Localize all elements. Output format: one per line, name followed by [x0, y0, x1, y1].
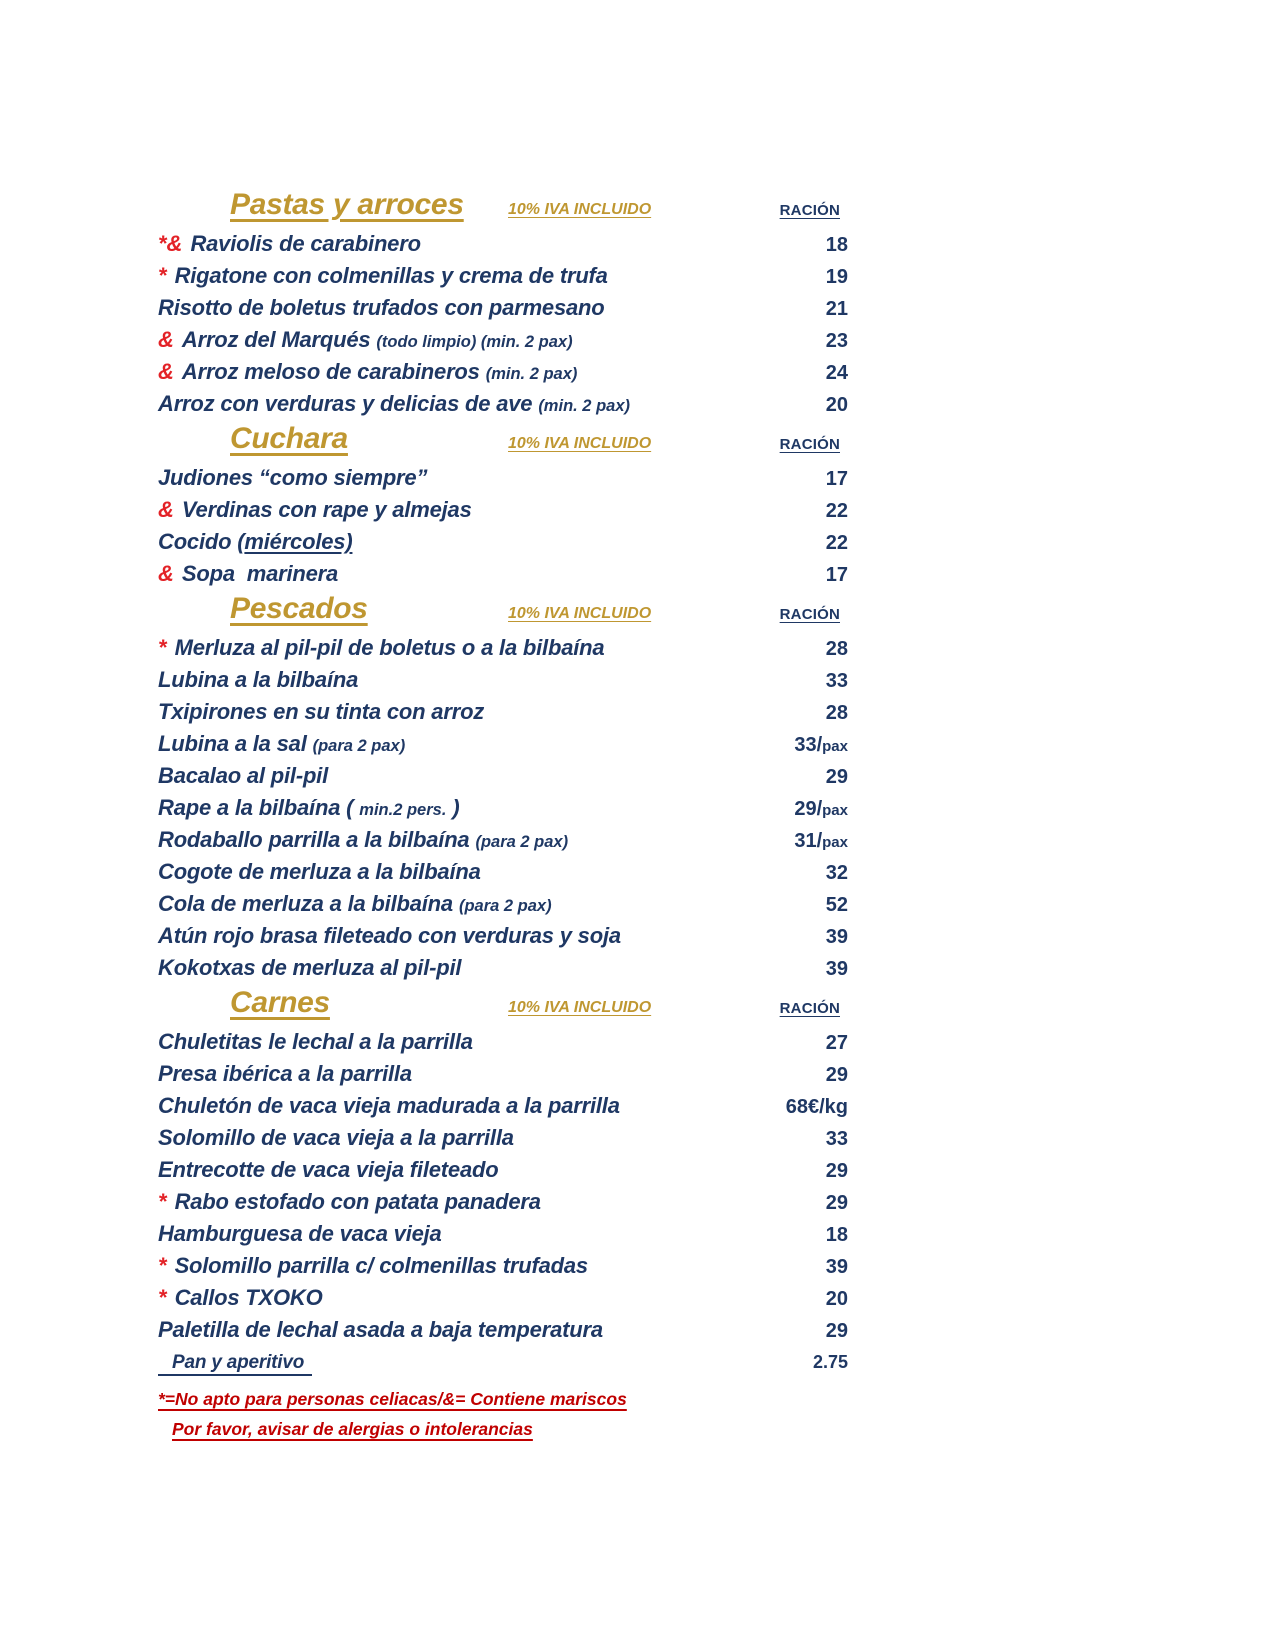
menu-item-row [158, 1282, 848, 1314]
menu-item-row [158, 324, 848, 356]
item-label-group [158, 1218, 442, 1250]
item-price: 39 [825, 926, 848, 948]
item-label-group [158, 664, 358, 696]
menu-section [158, 188, 848, 420]
item-price-unit: pax [822, 738, 848, 755]
item-price: 29 [825, 766, 848, 788]
menu-item-row [158, 664, 848, 696]
item-price-unit: pax [822, 802, 848, 819]
item-name: Lubina a la bilbaína [158, 667, 359, 692]
item-note: (min. 2 pax) [485, 365, 578, 383]
menu-item-row [158, 760, 848, 792]
item-name: Rigatone con colmenillas y crema de trufa [174, 263, 608, 288]
item-price: 17 [825, 564, 848, 586]
menu-item-row [158, 792, 848, 824]
menu-item-row [158, 1058, 848, 1090]
item-name: Callos TXOKO [174, 1285, 323, 1310]
section-title: Pescados [230, 592, 368, 625]
menu-section [158, 592, 848, 984]
item-name: Cogote de merluza a la bilbaína [158, 859, 481, 884]
item-label-group [158, 462, 427, 494]
item-label-group [158, 952, 461, 984]
menu-section [158, 422, 848, 590]
menu-item-row [158, 1314, 848, 1346]
item-price: 17 [825, 468, 848, 490]
menu-item-row [158, 1122, 848, 1154]
allergen-marker: * [158, 1253, 167, 1278]
item-price: 2.75 [812, 1352, 848, 1372]
item-name: Bacalao al pil-pil [158, 763, 329, 788]
item-name: Merluza al pil-pil de boletus o a la bilbaína [174, 635, 605, 660]
item-price: 32 [825, 862, 848, 884]
menu-item-row [158, 388, 848, 420]
menu-item-row [158, 1218, 848, 1250]
menu-item-row [158, 1090, 848, 1122]
item-name: Rabo estofado con patata panadera [174, 1189, 541, 1214]
item-name: Judiones “como siempre” [158, 465, 428, 490]
item-note: (para 2 pax) [458, 897, 552, 915]
allergy-warning-footnote: Por favor, avisar de alergias o intolerancias [172, 1419, 533, 1439]
menu-item-row [158, 1186, 848, 1218]
allergen-marker: * [158, 635, 167, 660]
allergen-marker: *& [158, 231, 183, 256]
item-note: (todo limpio) (min. 2 pax) [376, 333, 573, 351]
item-price: 24 [825, 362, 848, 384]
item-name-underlined: miércoles) [244, 529, 353, 554]
menu-item-row [158, 558, 848, 590]
item-price: 33 [825, 670, 848, 692]
item-name: Atún rojo brasa fileteado con verduras y soja [158, 923, 621, 948]
item-note: (min. 2 pax) [538, 397, 630, 415]
menu-item-row [158, 260, 848, 292]
menu-section [158, 986, 848, 1378]
item-price: 20 [825, 1288, 848, 1310]
racion-column-header: RACIÓN [779, 436, 840, 453]
item-label-group [158, 856, 481, 888]
menu-item-row [158, 952, 848, 984]
item-label-group [158, 324, 579, 356]
item-price: 29 [825, 1320, 848, 1342]
item-label-group [158, 1314, 603, 1346]
allergen-marker: & [158, 359, 174, 384]
section-title: Cuchara [230, 422, 348, 455]
item-price: 18 [825, 234, 848, 256]
allergen-marker: * [158, 263, 167, 288]
item-label-group [158, 1347, 312, 1379]
menu-item-row [158, 728, 848, 760]
item-name: Paletilla de lechal asada a baja temperatura [158, 1317, 603, 1342]
item-name: Presa ibérica a la parrilla [158, 1061, 412, 1086]
menu-item-row [158, 494, 848, 526]
item-label-group [158, 260, 608, 292]
item-price: 21 [825, 298, 848, 320]
item-label-group [158, 824, 574, 856]
item-price: 33 [825, 1128, 848, 1150]
item-label-group [158, 1250, 588, 1282]
item-label-group [158, 728, 411, 760]
item-name: Sopa marinera [181, 561, 339, 586]
allergen-marker: & [158, 327, 174, 352]
allergen-marker: & [158, 561, 174, 586]
item-price: 28 [825, 702, 848, 724]
menu-item-row [158, 920, 848, 952]
menu-item-row [158, 526, 848, 558]
item-label-group [158, 558, 338, 590]
item-price: 22 [825, 500, 848, 522]
item-price: 29 [825, 1064, 848, 1086]
allergen-marker: * [158, 1189, 167, 1214]
item-label-group [158, 696, 484, 728]
iva-note: 10% IVA INCLUIDO [508, 201, 652, 218]
menu-item-row [158, 696, 848, 728]
item-price: 27 [825, 1032, 848, 1054]
menu-item-row [158, 856, 848, 888]
menu-item-row [158, 356, 848, 388]
item-name-end: ) [452, 795, 460, 820]
item-price: 20 [825, 394, 848, 416]
item-price: 18 [825, 1224, 848, 1246]
item-price-unit: pax [822, 834, 848, 851]
menu-item-row [158, 1346, 848, 1378]
item-price: 22 [825, 532, 848, 554]
item-label-group [158, 1154, 498, 1186]
item-label-group [158, 760, 328, 792]
item-name: Chuletón de vaca vieja madurada a la parrilla [158, 1093, 620, 1118]
item-label-group [158, 1026, 473, 1058]
iva-note: 10% IVA INCLUIDO [508, 999, 652, 1016]
allergen-marker: & [158, 497, 174, 522]
menu-item-row [158, 888, 848, 920]
item-label-group [158, 494, 472, 526]
item-label-group [158, 228, 421, 260]
item-name: Lubina a la sal [158, 731, 307, 756]
menu-item-row [158, 462, 848, 494]
item-name: Risotto de boletus trufados con parmesano [158, 295, 605, 320]
racion-column-header: RACIÓN [779, 606, 840, 623]
item-label-group [158, 632, 604, 664]
item-price: 39 [825, 1256, 848, 1278]
menu-item-row [158, 228, 848, 260]
item-name: Rape a la bilbaína ( [158, 795, 354, 820]
item-name: Solomillo parrilla c/ colmenillas trufadas [174, 1253, 588, 1278]
racion-column-header: RACIÓN [779, 1000, 840, 1017]
item-label-group [158, 888, 558, 920]
item-label-group [158, 1282, 323, 1314]
item-price: 29/pax [794, 798, 848, 820]
section-header [158, 188, 848, 222]
item-name: Arroz con verduras y delicias de ave [158, 391, 533, 416]
item-label-group [158, 1058, 412, 1090]
item-price: 31/pax [794, 830, 848, 852]
allergen-legend-footnote: *=No apto para personas celiacas/&= Contiene mariscos [158, 1389, 627, 1409]
item-price: 29 [825, 1160, 848, 1182]
menu-item-row [158, 1026, 848, 1058]
item-price: 39 [825, 958, 848, 980]
section-title: Carnes [230, 986, 330, 1019]
item-name: Verdinas con rape y almejas [181, 497, 472, 522]
item-note: min.2 pers. [359, 801, 447, 819]
item-name: Chuletitas le lechal a la parrilla [158, 1029, 473, 1054]
item-name: Pan y aperitivo [158, 1352, 312, 1376]
menu-item-row [158, 1250, 848, 1282]
section-title: Pastas y arroces [230, 188, 464, 221]
section-header [158, 592, 848, 626]
section-header [158, 986, 848, 1020]
item-name: Hamburguesa de vaca vieja [158, 1221, 442, 1246]
item-label-group [158, 1186, 541, 1218]
item-label-group [158, 388, 636, 420]
item-price: 28 [825, 638, 848, 660]
item-price: 23 [825, 330, 848, 352]
item-note: (para 2 pax) [312, 737, 406, 755]
item-name: Txipirones en su tinta con arroz [158, 699, 485, 724]
item-price: 68€/kg [785, 1096, 848, 1118]
item-label-group [158, 356, 583, 388]
item-name: Cola de merluza a la bilbaína [158, 891, 453, 916]
menu-item-row [158, 292, 848, 324]
item-name: Cocido ( [158, 529, 245, 554]
iva-note: 10% IVA INCLUIDO [508, 435, 652, 452]
item-note: (para 2 pax) [475, 833, 569, 851]
item-name: Kokotxas de merluza al pil-pil [158, 955, 462, 980]
item-label-group [158, 292, 605, 324]
menu-item-row [158, 632, 848, 664]
item-name: Entrecotte de vaca vieja fileteado [158, 1157, 499, 1182]
item-name: Solomillo de vaca vieja a la parrilla [158, 1125, 514, 1150]
item-name: Rodaballo parrilla a la bilbaína [158, 827, 470, 852]
menu-footnotes [158, 1384, 848, 1444]
item-label-group [158, 526, 352, 558]
item-label-group [158, 1122, 514, 1154]
menu-item-row [158, 1154, 848, 1186]
item-label-group [158, 920, 621, 952]
iva-note: 10% IVA INCLUIDO [508, 605, 652, 622]
item-name: Raviolis de carabinero [190, 231, 421, 256]
section-header [158, 422, 848, 456]
item-price: 19 [825, 266, 848, 288]
menu-item-row [158, 824, 848, 856]
item-price: 33/pax [794, 734, 848, 756]
item-name: Arroz meloso de carabineros [181, 359, 480, 384]
allergen-marker: * [158, 1285, 167, 1310]
menu-document [158, 186, 848, 1444]
item-label-group [158, 792, 460, 824]
item-price: 29 [825, 1192, 848, 1214]
item-name: Arroz del Marqués [181, 327, 371, 352]
item-price: 52 [825, 894, 848, 916]
racion-column-header: RACIÓN [779, 202, 840, 219]
menu-sections [158, 188, 848, 1378]
item-label-group [158, 1090, 620, 1122]
